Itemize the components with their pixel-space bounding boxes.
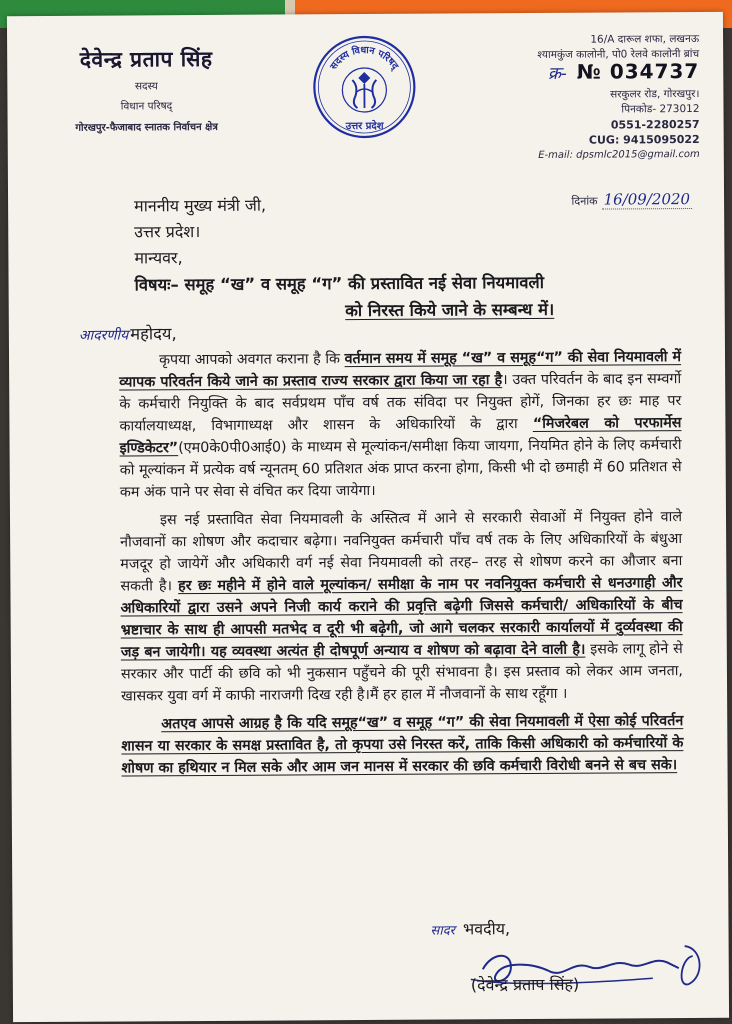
salutation-handwritten: आदरणीय	[78, 327, 129, 344]
seal-top-text: सदस्य विधान परिषद्	[328, 44, 401, 72]
paragraph-1	[119, 346, 682, 503]
serial-row	[459, 58, 700, 84]
sender-block	[31, 45, 262, 134]
sender-name: देवेन्द्र प्रताप सिंह	[79, 46, 213, 72]
sender-designation: सदस्य	[134, 80, 158, 93]
p1-rest: (एम0के0पी0आई0) के माध्यम से मूल्यांकन/समीक्षा किया जायगा, नियमित होने के लिए कर्मचारी को मूल्यांकन में प्रत्येक वर्ष न्यूनतम् 60 प्रतिशत अंक प्राप्त करना होगा, किसी भी दो छमाही में 60 प्रतिशत से कम अंक पाने पर सेवा से वंचित कर दिया जायेगा।	[119, 437, 682, 501]
p1-details: । उक्त परिवर्तन के बाद इन सम्वर्गो के कर्मचारी नियुक्ति के बाद सर्वप्रथम पाँच वर्ष तक संविदा पर नियुक्त होगें, जिनका हर छः माह पर कार्यालयाध्यक्ष, विभागाध्यक्ष और शासन के अधिकारियों के द्वारा	[119, 371, 682, 435]
p1-intro: कृपया आपको अवगत कराना है कि	[158, 351, 345, 369]
sender-constituency: गोरखपुर-फैजाबाद स्नातक निर्वाचन क्षेत्र	[75, 121, 218, 134]
address-line2: श्यामकुंज कालोनी, पो0 रेलवे कालोनी ब्रांच	[537, 47, 700, 61]
recipient-line2: उत्तर प्रदेश।	[134, 222, 201, 242]
salutation	[79, 321, 177, 345]
subject-label: विषयः–	[134, 275, 179, 295]
paragraph-2	[120, 506, 683, 707]
serial-handwritten: क्र-	[547, 63, 567, 84]
address-phone: 0551-2280257	[610, 117, 700, 132]
closing-handwritten: सादर	[430, 923, 455, 939]
subject-line2: को निरस्त किये जाने के सम्बन्ध में।	[345, 299, 555, 321]
letter-sheet	[7, 12, 729, 1022]
closing-line	[430, 916, 710, 940]
council-seal-icon	[311, 34, 418, 141]
subject-line1: समूह “ख” व समूह “ग” की प्रस्तावित नई सेवा नियमावली	[184, 272, 545, 295]
address-line3: सरकुलर रोड, गोरखपुर।	[610, 87, 700, 101]
paragraph-3: अतएव आपसे आग्रह है कि यदि समूह“ख” व समूह “ग” की सेवा नियमावली में ऐसा कोई परिवर्तन शासन या सरकार के समक्ष प्रस्तावित है, तो कृपया उसे निरस्त करें, ताकि किसी अधिकारी को कर्मचारियों के शोषण का हथियार न मिल सके और आम जन मानस में सरकार की छवि कर्मचारी विरोधी बनने से बच सके।	[121, 713, 684, 777]
salutation-text: महोदय,	[130, 324, 177, 344]
address-block	[459, 32, 700, 163]
recipient-line1: माननीय मुख्य मंत्री जी,	[134, 195, 267, 216]
address-cug: CUG: 9415095022	[588, 132, 700, 147]
address-line1: 16/A दारूल शफा, लखनऊ	[590, 32, 700, 46]
subject-block	[134, 268, 694, 325]
p2-rest: इसके लागू होने से सरकार और पार्टी की छवि को भी नुकसान पहुँचने की पूरी संभावना है। इस प्रस्ताव को लेकर आम जनता, खासकर युवा वर्ग में काफी नाराजगी दिख रही है।मैं हर हाल में नौजवानों के साथ रहूँगा ।	[120, 641, 683, 705]
recipient-block	[134, 193, 266, 272]
p1-mkpi: “मिजरेबल को परफार्मेस इण्डिकेटर”	[119, 415, 682, 457]
p2-highlight: हर छः महीने में होने वाले मूल्यांकन/ समीक्षा के नाम पर नवनियुक्त कर्मचारी से धनउगाही और अधिकारियों द्वारा उसने अपने निजी कार्य कराने की प्रवृत्ति बढ़ेगी जिससे कर्मचारी/ अधिकारियों के बीच भ्रष्टाचार के साथ ही आपसी मतभेद व दूरी भी बढ़ेगी, जो आगे चलकर सरकारी कार्यालयों में दुर्व्यवस्था की जड़ बन जायेगी। यह व्यवस्था अत्यंत ही दोषपूर्ण अन्याय व शोषण को बढ़ावा देने वाली है।	[120, 575, 683, 661]
date-row	[571, 190, 692, 210]
sender-house: विधान परिषद्	[120, 100, 173, 113]
seal-state-text: उत्तर प्रदेश	[345, 120, 384, 133]
p1-highlight: वर्तमान समय में समूह “ख” व समूह“ग” की सेवा नियमावली में व्यापक परिवर्तन किये जाने का प्रस्ताव राज्य सरकार द्वारा किया जा रहा है	[119, 349, 682, 391]
letter-body	[119, 346, 684, 785]
date-value: 16/09/2020	[602, 190, 693, 210]
closing-block	[430, 916, 710, 995]
signatory-name: (देवेन्द्र प्रताप सिंह)	[470, 974, 580, 995]
address-pin: पिनकोड- 273012	[621, 102, 700, 116]
serial-number: № 034737	[576, 58, 700, 84]
greeting: मान्यवर,	[134, 248, 183, 268]
closing-text: भवदीय,	[462, 919, 511, 939]
date-label: दिनांक	[571, 194, 598, 208]
p2-intro: इस नई प्रस्तावित सेवा नियमावली के अस्तित्व में आने से सरकारी सेवाओं में नियुक्त होने वाले नौजवानों का शोषण और कदाचार बढ़ेगा। नवनियुक्त कर्मचारी पाँच वर्ष तक के लिए अधिकारियों के बंधुआ मजदूर हो जायेगें और अधिकारी वर्ग नई सेवा नियमावली को तरह– तरह से शोषण करने का औजार बना सकती है।	[120, 509, 683, 595]
address-email: E-mail: dpsmlc2015@gmail.com	[538, 148, 700, 161]
